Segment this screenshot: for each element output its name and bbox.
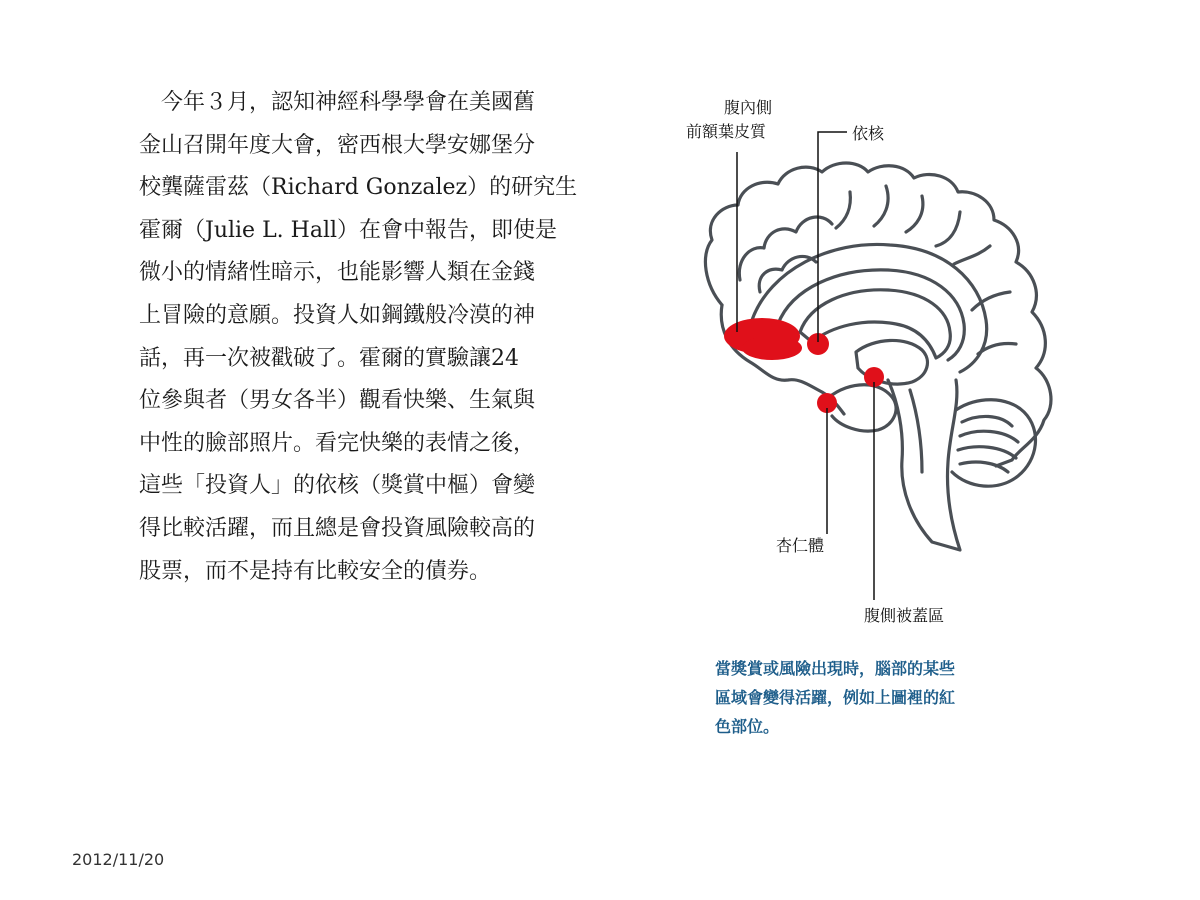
article-line: 得比較活躍，而且總是會投資風險較高的: [139, 515, 536, 541]
gyrus-fold: [874, 186, 888, 226]
article-line: 中性的臉部照片。看完快樂的表情之後，: [139, 430, 536, 456]
caption-line: 當獎賞或風險出現時，腦部的某些: [715, 659, 956, 678]
gyrus-fold: [936, 212, 960, 246]
label-amygdala: 杏仁體: [776, 536, 825, 555]
label-vmpfc-line2: 前額葉皮質: [686, 122, 767, 141]
brain-illustration: [660, 80, 1090, 640]
article-line: 今年３月，認知神經科學學會在美國舊: [139, 90, 536, 115]
caption-line: 區域會變得活躍，例如上圖裡的紅: [715, 688, 956, 707]
article-line: 校龔薩雷茲（Richard Gonzalez）的研究生: [139, 175, 578, 201]
figure-caption: [715, 654, 1055, 741]
label-vmpfc-line1: 腹內側: [724, 98, 773, 117]
cerebellum-fold: [958, 447, 1016, 458]
cingulate-inner: [778, 270, 964, 360]
article-line: 這些「投資人」的依核（獎賞中樞）會變: [139, 473, 536, 499]
gyrus-fold: [836, 192, 850, 228]
footer-date: 2012/11/20: [72, 850, 165, 869]
brain-outline: [705, 163, 1051, 466]
label-nucleus-accumbens: 依核: [852, 124, 885, 143]
cerebellum-fold: [962, 416, 1012, 426]
article-line: 位參與者（男女各半）觀看快樂、生氣與: [139, 388, 536, 414]
label-vta: 腹側被蓋區: [864, 606, 945, 625]
article-line: 股票，而不是持有比較安全的債券。: [139, 558, 492, 584]
brain-diagram: [660, 80, 1090, 640]
cerebellum-fold: [960, 431, 1018, 442]
brainstem: [888, 380, 960, 550]
gyrus-fold: [954, 246, 990, 264]
article-line: 話，再一次被戳破了。霍爾的實驗讓24: [139, 345, 519, 371]
article-line: 霍爾（Julie L. Hall）在會中報告，即使是: [139, 217, 558, 243]
caption-line: 色部位。: [715, 717, 780, 736]
article-text: [139, 82, 609, 593]
article-line: 金山召開年度大會，密西根大學安娜堡分: [139, 132, 536, 158]
vmpfc-highlight-lower: [742, 336, 802, 360]
cerebellum: [952, 400, 1035, 486]
article-line: 微小的情緒性暗示，也能影響人類在金錢: [139, 260, 536, 286]
gyrus-fold: [906, 196, 923, 232]
brainstem-inner: [910, 390, 922, 472]
article-line: 上冒險的意願。投資人如鋼鐵般冷漠的神: [139, 302, 536, 328]
